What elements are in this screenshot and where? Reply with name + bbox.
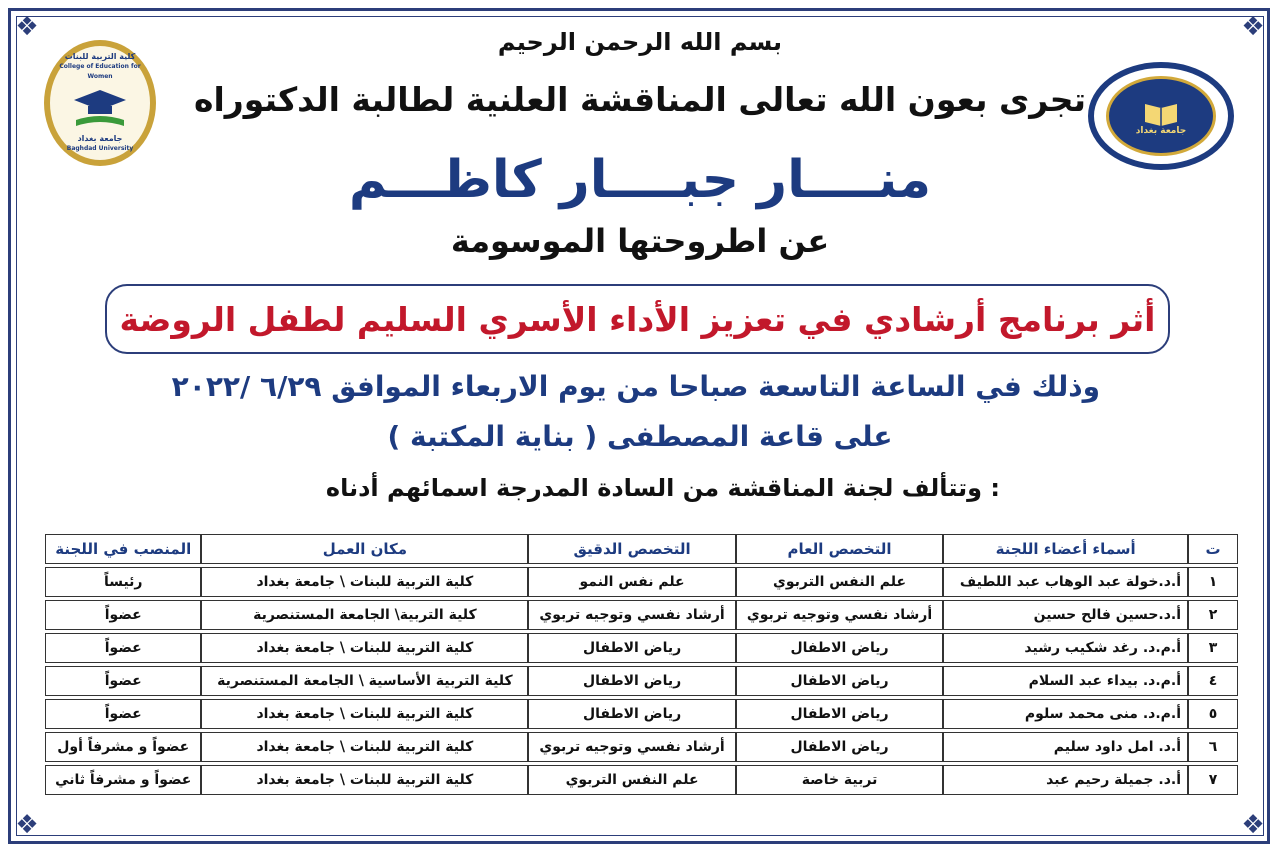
workplace: كلية التربية للبنات \ جامعة بغداد [201, 567, 528, 597]
member-name: أ.م.د. بيداء عبد السلام [943, 666, 1188, 696]
header-member-name: أسماء أعضاء اللجنة [943, 534, 1188, 564]
college-logo-bottom-en: Baghdad University [66, 145, 134, 152]
table-header-row [45, 534, 1238, 564]
college-logo-text-en: College of Education for Women [59, 63, 141, 80]
member-name: أ.م.د. منى محمد سلوم [943, 699, 1188, 729]
exact-specialty: أرشاد نفسي وتوجيه تربوي [528, 732, 735, 762]
committee-role: عضواً [45, 600, 201, 630]
committee-role: رئيساً [45, 567, 201, 597]
member-name: أ.د. جميلة رحيم عبد [943, 765, 1188, 795]
table-row [45, 765, 1238, 795]
table-row [45, 567, 1238, 597]
general-specialty: علم النفس التربوي [736, 567, 943, 597]
committee-role: عضواً [45, 666, 201, 696]
row-number: ٤ [1188, 666, 1238, 696]
header-exact-specialty: التخصص الدقيق [528, 534, 735, 564]
committee-role: عضواً و مشرفاً ثاني [45, 765, 201, 795]
student-name: منــــار جبــــار كاظـــم [348, 150, 932, 210]
university-logo-text: جامعة بغداد [1135, 126, 1187, 136]
committee-intro: وتتألف لجنة المناقشة من السادة المدرجة اسمائهم أدناه : [325, 474, 1000, 502]
header-workplace: مكان العمل [201, 534, 528, 564]
general-specialty: أرشاد نفسي وتوجيه تربوي [736, 600, 943, 630]
workplace: كلية التربية للبنات \ جامعة بغداد [201, 765, 528, 795]
college-logo-bottom: جامعة بغداد [77, 134, 123, 143]
committee-table [45, 531, 1238, 798]
corner-ornament-icon: ❖ [1241, 810, 1265, 840]
general-specialty: رياض الاطفال [736, 666, 943, 696]
table-row [45, 732, 1238, 762]
workplace: كلية التربية للبنات \ جامعة بغداد [201, 699, 528, 729]
member-name: أ.م.د. رغد شكيب رشيد [943, 633, 1188, 663]
row-number: ٦ [1188, 732, 1238, 762]
workplace: كلية التربية للبنات \ جامعة بغداد [201, 732, 528, 762]
date-line: وذلك في الساعة التاسعة صباحا من يوم الاربعاء الموافق ٦/٢٩ /٢٠٢٢ [171, 370, 1100, 403]
header-general-specialty: التخصص العام [736, 534, 943, 564]
general-specialty: رياض الاطفال [736, 633, 943, 663]
corner-ornament-icon: ❖ [1241, 12, 1265, 42]
header-role: المنصب في اللجنة [45, 534, 201, 564]
committee-role: عضواً [45, 633, 201, 663]
exact-specialty: أرشاد نفسي وتوجيه تربوي [528, 600, 735, 630]
exact-specialty: رياض الاطفال [528, 666, 735, 696]
announcement: تجرى بعون الله تعالى المناقشة العلنية لطالبة الدكتوراه [194, 80, 1086, 119]
exact-specialty: رياض الاطفال [528, 699, 735, 729]
corner-ornament-icon: ❖ [15, 12, 39, 42]
committee-role: عضواً و مشرفاً أول [45, 732, 201, 762]
exact-specialty: رياض الاطفال [528, 633, 735, 663]
row-number: ٥ [1188, 699, 1238, 729]
workplace: كلية التربية للبنات \ جامعة بغداد [201, 633, 528, 663]
exact-specialty: علم النفس التربوي [528, 765, 735, 795]
committee-role: عضواً [45, 699, 201, 729]
exact-specialty: علم نفس النمو [528, 567, 735, 597]
table-row [45, 600, 1238, 630]
row-number: ٢ [1188, 600, 1238, 630]
thesis-title: أثر برنامج أرشادي في تعزيز الأداء الأسري السليم لطفل الروضة [105, 284, 1170, 354]
member-name: أ.د. امل داود سليم [943, 732, 1188, 762]
thesis-intro: عن اطروحتها الموسومة [450, 222, 830, 260]
header-number: ت [1188, 534, 1238, 564]
row-number: ١ [1188, 567, 1238, 597]
general-specialty: رياض الاطفال [736, 732, 943, 762]
member-name: أ.د.خولة عبد الوهاب عبد اللطيف [943, 567, 1188, 597]
general-specialty: رياض الاطفال [736, 699, 943, 729]
corner-ornament-icon: ❖ [15, 810, 39, 840]
row-number: ٣ [1188, 633, 1238, 663]
hall-line: على قاعة المصطفى ( بناية المكتبة ) [387, 420, 893, 453]
workplace: كلية التربية الأساسية \ الجامعة المستنصرية [201, 666, 528, 696]
workplace: كلية التربية\ الجامعة المستنصرية [201, 600, 528, 630]
table-row [45, 699, 1238, 729]
member-name: أ.د.حسين فالح حسين [943, 600, 1188, 630]
table-row [45, 666, 1238, 696]
table-row [45, 633, 1238, 663]
row-number: ٧ [1188, 765, 1238, 795]
college-logo-text: كلية التربية للبنات [64, 52, 136, 61]
general-specialty: تربية خاصة [736, 765, 943, 795]
bismillah: بسم الله الرحمن الرحيم [497, 28, 783, 56]
